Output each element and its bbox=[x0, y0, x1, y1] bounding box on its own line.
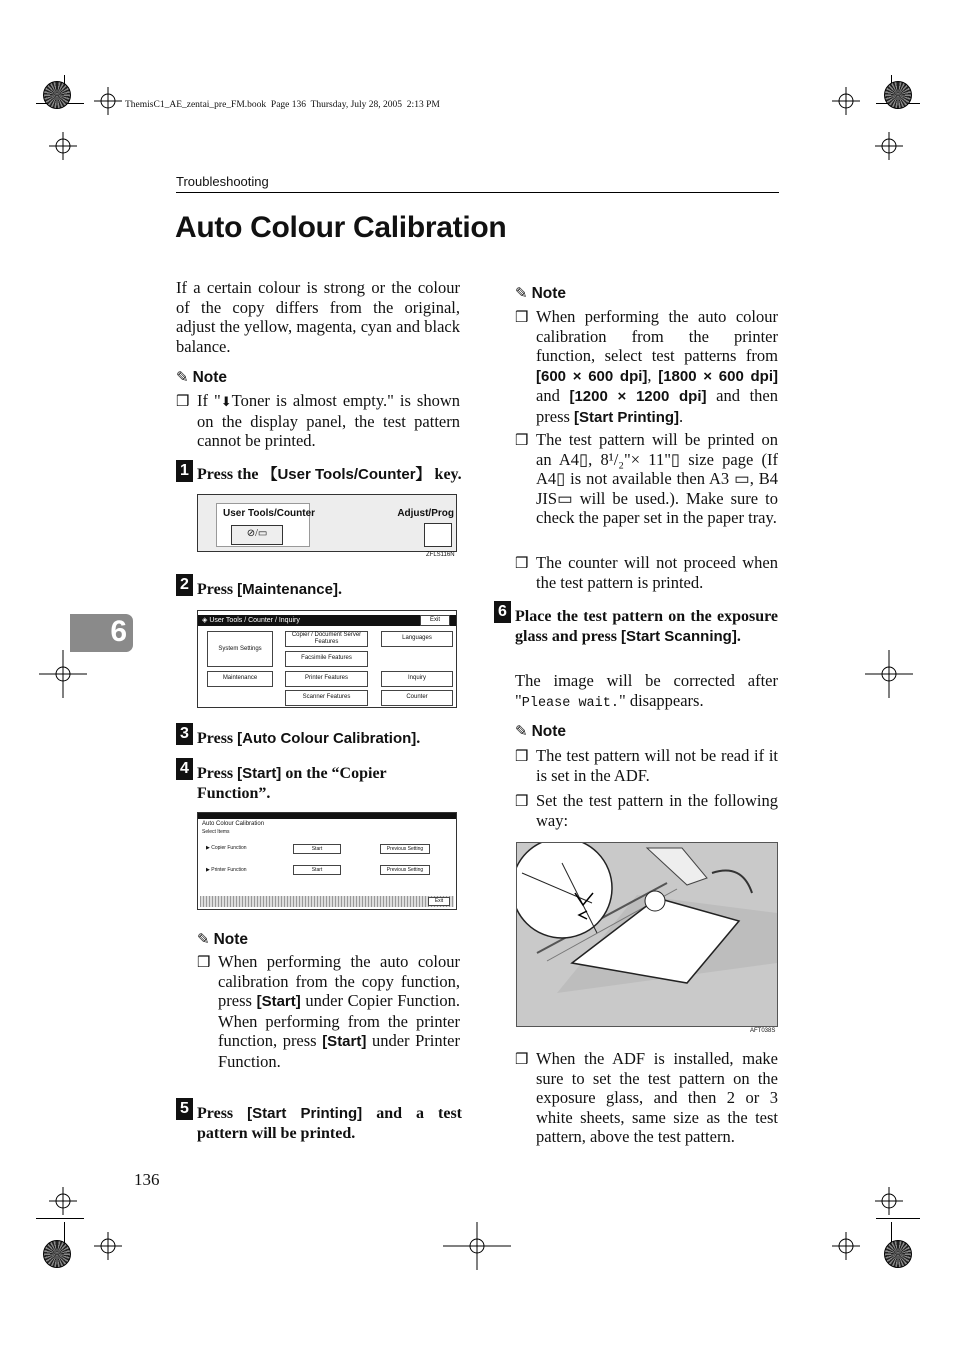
key-label: [Auto Colour Calibration] bbox=[237, 730, 417, 747]
facsimile-features-button[interactable]: Facsimile Features bbox=[285, 651, 368, 667]
note-label: Note bbox=[531, 723, 567, 740]
screen-header: ◈ User Tools / Counter / Inquiry bbox=[198, 615, 456, 626]
screen-subtitle: Select Items bbox=[202, 829, 230, 835]
header-rule bbox=[176, 192, 779, 193]
key-label: 【User Tools/Counter】 bbox=[262, 466, 431, 483]
pencil-icon: ✎ bbox=[515, 724, 528, 740]
step-number: 1 bbox=[176, 460, 193, 482]
pencil-icon: ✎ bbox=[515, 286, 528, 302]
checkbox-bullet-icon: ❒ bbox=[197, 955, 211, 971]
note-heading bbox=[197, 930, 248, 949]
calibration-screen bbox=[197, 812, 457, 910]
step-4-text: Press [Start] on the “Copier Function”. bbox=[197, 765, 387, 802]
printer-previous-setting-button[interactable]: Previous Setting bbox=[380, 865, 430, 875]
checkbox-bullet-icon: ❒ bbox=[176, 394, 190, 410]
note-heading bbox=[515, 722, 566, 741]
step-number: 6 bbox=[494, 601, 511, 623]
counter-button[interactable]: Counter bbox=[381, 690, 453, 706]
chapter-number: 6 bbox=[110, 615, 127, 648]
printer-function-label: ▶ Printer Function bbox=[206, 867, 247, 873]
user-tools-counter-label: User Tools/Counter bbox=[223, 508, 316, 519]
pencil-icon: ✎ bbox=[176, 370, 189, 386]
note-paper-size-text: The test pattern will be printed on an A4▯, 8¹/₂"× 11"▯ size page (If A4▯ is not available then A3 ▭, B4 JIS▭ will be used.). Make sure to check the paper set in the paper tray. bbox=[536, 430, 778, 527]
copier-features-button[interactable]: Copier / Document Server Features bbox=[285, 631, 368, 647]
note-counter-text: The counter will not proceed when the test pattern is printed. bbox=[536, 553, 778, 592]
note-printer-text: When performing the auto colour calibration from the printer function, select test patterns from [600 × 600 dpi], [1800 × 600 dpi] and [1200 × 1200 dpi] and then press [Start Printing]. bbox=[536, 307, 779, 426]
checkbox-bullet-icon: ❒ bbox=[515, 556, 529, 572]
note-label: Note bbox=[213, 931, 249, 948]
exposure-glass-illustration bbox=[516, 842, 778, 1027]
intro-paragraph: If a certain colour is strong or the colour of the copy differs from the original, adjust the yellow, magenta, cyan and black balance. bbox=[176, 278, 460, 356]
note-label: Note bbox=[192, 369, 228, 386]
copier-function-label: ▶ Copier Function bbox=[206, 845, 247, 851]
languages-button[interactable]: Languages bbox=[381, 631, 453, 647]
step-3-text: Press [Auto Colour Calibration]. bbox=[197, 730, 421, 747]
note-heading bbox=[515, 284, 566, 303]
note-adf-text: The test pattern will not be read if it is set in the ADF. bbox=[536, 746, 778, 785]
step-1-text: Press the 【User Tools/Counter】 key. bbox=[197, 466, 462, 483]
step-5-text: Press [Start Printing] and a test pattern will be printed. bbox=[197, 1105, 462, 1142]
key-label: [Maintenance] bbox=[237, 581, 338, 598]
page-number: 136 bbox=[134, 1170, 160, 1189]
inquiry-button[interactable]: Inquiry bbox=[381, 671, 453, 687]
copier-previous-setting-button[interactable]: Previous Setting bbox=[380, 844, 430, 854]
pencil-icon: ✎ bbox=[197, 932, 210, 948]
note-copier-text: When performing the auto colour calibration from the copy function, press [Start] under Copier Function. When performing from the printer function, press [Start] under Printer Function. bbox=[218, 952, 460, 1071]
control-panel-image bbox=[197, 494, 457, 552]
step-number: 2 bbox=[176, 574, 193, 596]
note-heading bbox=[176, 368, 227, 387]
step-number: 3 bbox=[176, 723, 193, 745]
book-info: ThemisC1_AE_zentai_pre_FM.book Page 136 Thursday, July 28, 2005 2:13 PM bbox=[125, 100, 440, 110]
user-tools-screen bbox=[197, 610, 457, 708]
system-settings-button[interactable]: System Settings bbox=[207, 631, 273, 667]
checkbox-bullet-icon: ❒ bbox=[515, 749, 529, 765]
note-set-pattern-text: Set the test pattern in the following way: bbox=[536, 791, 778, 830]
checkbox-bullet-icon: ❒ bbox=[515, 433, 529, 449]
screen-title: Auto Colour Calibration bbox=[202, 821, 265, 827]
key-label: [Start] bbox=[237, 765, 282, 782]
step-2-text: Press [Maintenance]. bbox=[197, 581, 342, 598]
checkbox-bullet-icon: ❒ bbox=[515, 794, 529, 810]
step-6-text: Place the test pattern on the exposure glass and press [Start Scanning]. bbox=[515, 608, 778, 645]
figure-code: AFT038S bbox=[750, 1028, 776, 1034]
user-tools-key[interactable]: ⊘/▭ bbox=[231, 525, 283, 545]
printer-start-button[interactable]: Start bbox=[293, 865, 341, 875]
note-adf-installed-text: When the ADF is installed, make sure to set the test pattern on the exposure glass, and then 2 or 3 white sheets, same size as the test pattern, above the test pattern. bbox=[536, 1049, 778, 1146]
adjust-key[interactable] bbox=[424, 523, 452, 547]
screen-exit-button[interactable]: Exit bbox=[428, 897, 450, 906]
copier-start-button[interactable]: Start bbox=[293, 844, 341, 854]
toner-icon: ⬇ bbox=[220, 394, 232, 409]
maintenance-button[interactable]: Maintenance bbox=[207, 671, 273, 687]
exit-button[interactable]: Exit bbox=[420, 615, 450, 626]
adjust-prog-label: Adjust/Prog bbox=[397, 508, 454, 519]
step-number: 4 bbox=[176, 758, 193, 780]
glass-drawing-icon bbox=[517, 843, 777, 1026]
checkbox-bullet-icon: ❒ bbox=[515, 310, 529, 326]
checkbox-bullet-icon: ❒ bbox=[515, 1052, 529, 1068]
key-label: [Start Printing] bbox=[247, 1105, 363, 1122]
running-header: Troubleshooting bbox=[176, 174, 269, 189]
printer-features-button[interactable]: Printer Features bbox=[285, 671, 368, 687]
chapter-tab bbox=[70, 614, 133, 652]
step-6-body: The image will be corrected after "Please wait." disappears. bbox=[515, 671, 778, 711]
step-number: 5 bbox=[176, 1098, 193, 1120]
key-label: [Start Scanning] bbox=[620, 627, 737, 645]
note-label: Note bbox=[531, 285, 567, 302]
scanner-features-button[interactable]: Scanner Features bbox=[285, 690, 368, 706]
figure-code: ZFLS116N bbox=[426, 552, 455, 558]
note-toner-text: If "⬇Toner is almost empty." is shown on the display panel, the test pattern cannot be printed. bbox=[197, 391, 460, 450]
page-title: Auto Colour Calibration bbox=[175, 211, 507, 244]
